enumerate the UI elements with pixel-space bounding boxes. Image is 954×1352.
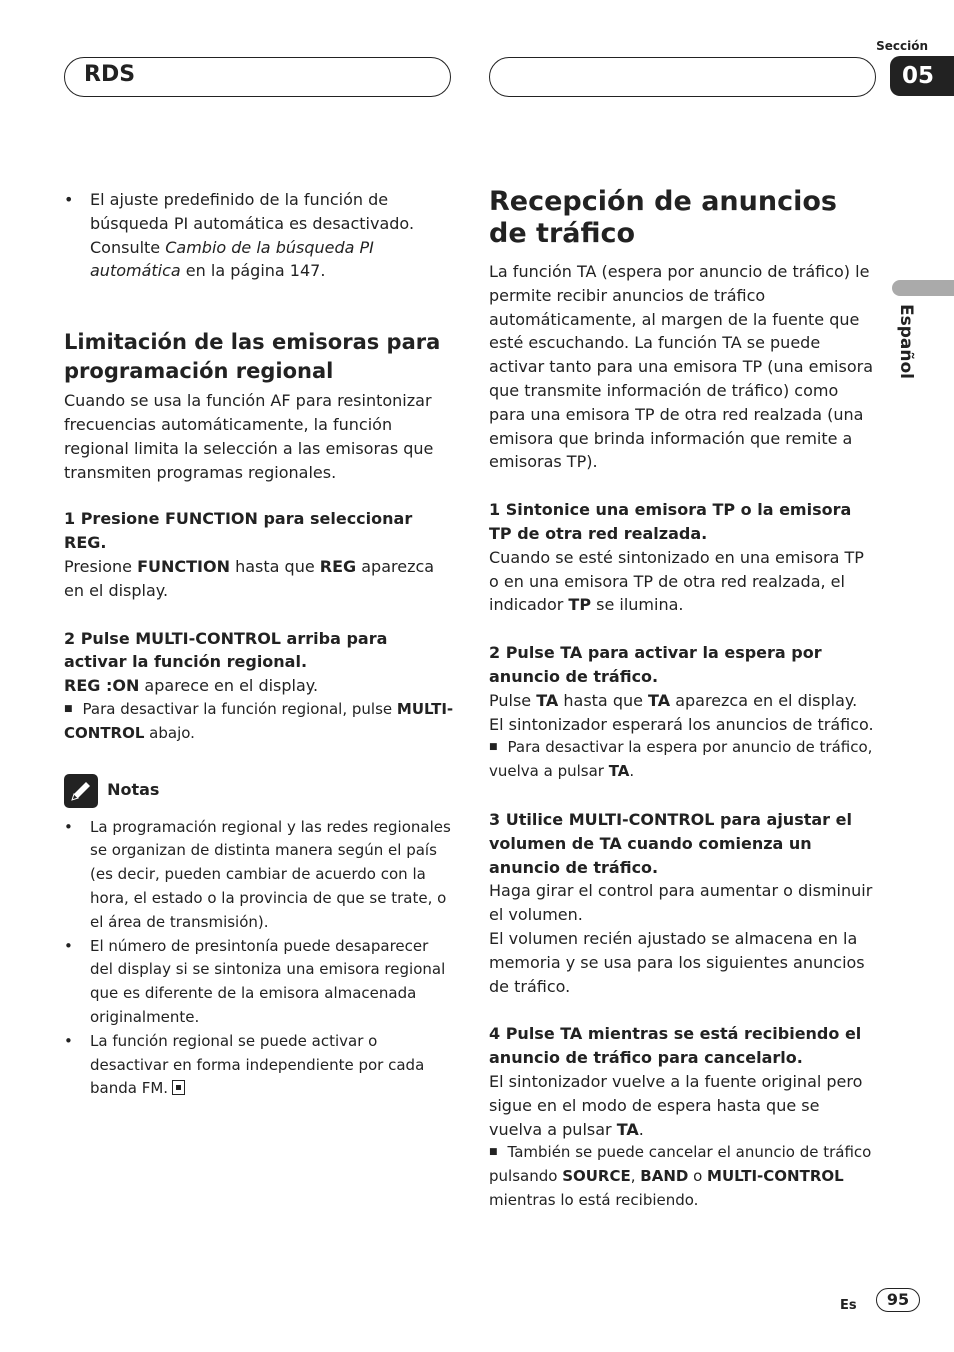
section-title: RDS [84,62,136,87]
bullet-dot: • [64,190,74,209]
square-bullet-icon: ■ [489,742,498,753]
traffic-intro: La función TA (espera por anuncio de tráfico) le permite recibir anuncios de tráfico automáticamente, al margen de la fuente que esté escuchando. La función TA se puede activar tanto para una emisora TP (una emisora que transmite información de tráfico) como para una emisora TP de otra red realzada (una emisora que brinda información que remite a emisoras TP). [489,262,873,472]
section-number: 05 [890,56,954,96]
step-2-note: ■ Para desactivar la función regional, pulse MULTI-CONTROL abajo. [64,699,454,742]
step-3-body-2: El volumen recién ajustado se almacena en la memoria y se usa para los siguientes anuncios de tráfico. [489,928,865,996]
language-label: Español [896,304,916,379]
cross-reference: Cambio de la búsqueda PI automática [90,237,374,281]
step-1-body: Cuando se esté sintonizado en una emisora TP o en una emisora TP de otra red realzada, el indicador TP se ilumina. [489,547,864,615]
notes-label: Notas [107,780,160,800]
note-item: • La programación regional y las redes regionales se organizan de distinta manera según el país (es decir, pueden cambiar de acuerdo con la hora, el estado o la provincia de que se trate, o el área de transmisión). [64,817,451,931]
page-number: 95 [876,1288,920,1312]
step-1-body: Presione FUNCTION hasta que REG aparezca en el display. [64,556,435,600]
notes-header [64,774,454,808]
regional-body: Cuando se usa la función AF para resintonizar frecuencias automáticamente, la función regional limita la selección a las emisoras que transmiten programas regionales. [64,391,434,482]
note-item: • El número de presintonía puede desaparecer del display si se sintoniza una emisora regional que es diferente de la emisora almacenada originalmente. [64,936,446,1026]
step-4-note: ■ También se puede cancelar el anuncio de tráfico pulsando SOURCE, BAND o MULTI-CONTROL mientras lo está recibiendo. [489,1143,872,1209]
step-2-body: Pulse TA hasta que TA aparezca en el display. [489,690,858,710]
step-4-title: 4 Pulse TA mientras se está recibiendo el anuncio de tráfico para cancelarlo. [489,1024,862,1068]
step-2-body-2: El sintonizador esperará los anuncios de tráfico. [489,714,874,734]
notes-list [64,816,454,1102]
note-item: • La función regional se puede activar o desactivar en forma independiente por cada banda FM. [64,1031,425,1098]
pencil-note-icon [64,774,98,808]
intro-bullet: • El ajuste predefinido de la función de búsqueda PI automática es desactivado. Consulte Cambio de la búsqueda PI automática en la página 147. [64,190,415,281]
footer-language: Es [840,1298,857,1313]
step-2-body: REG :ON aparece en el display. [64,676,319,696]
step-2-note: ■ Para desactivar la espera por anuncio de tráfico, vuelva a pulsar TA. [489,738,873,781]
section-label: Sección [876,39,928,53]
step-2-title: 2 Pulse MULTI-CONTROL arriba para activar la función regional. [64,628,388,672]
step-3-title: 3 Utilice MULTI-CONTROL para ajustar el volumen de TA cuando comienza un anuncio de tráfico. [489,809,852,877]
square-bullet-icon: ■ [489,1147,498,1158]
step-1-title: 1 Sintonice una emisora TP o la emisora TP de otra red realzada. [489,500,852,543]
left-column [64,188,454,1101]
language-tab [892,280,954,296]
traffic-heading: Recepción de anuncios de tráfico [489,186,837,249]
step-3-body: Haga girar el control para aumentar o disminuir el volumen. [489,881,873,925]
end-mark-icon [172,1080,185,1095]
step-4-body: El sintonizador vuelve a la fuente original pero sigue en el modo de espera hasta que se vuelva a pulsar TA. [489,1071,863,1139]
regional-heading: Limitación de las emisoras para programación regional [64,330,441,384]
step-2-title: 2 Pulse TA para activar la espera por anuncio de tráfico. [489,643,822,686]
header-right-bar [489,57,876,97]
step-1-title: 1 Presione FUNCTION para seleccionar REG. [64,509,413,553]
square-bullet-icon: ■ [64,703,73,714]
right-column [489,186,877,1213]
